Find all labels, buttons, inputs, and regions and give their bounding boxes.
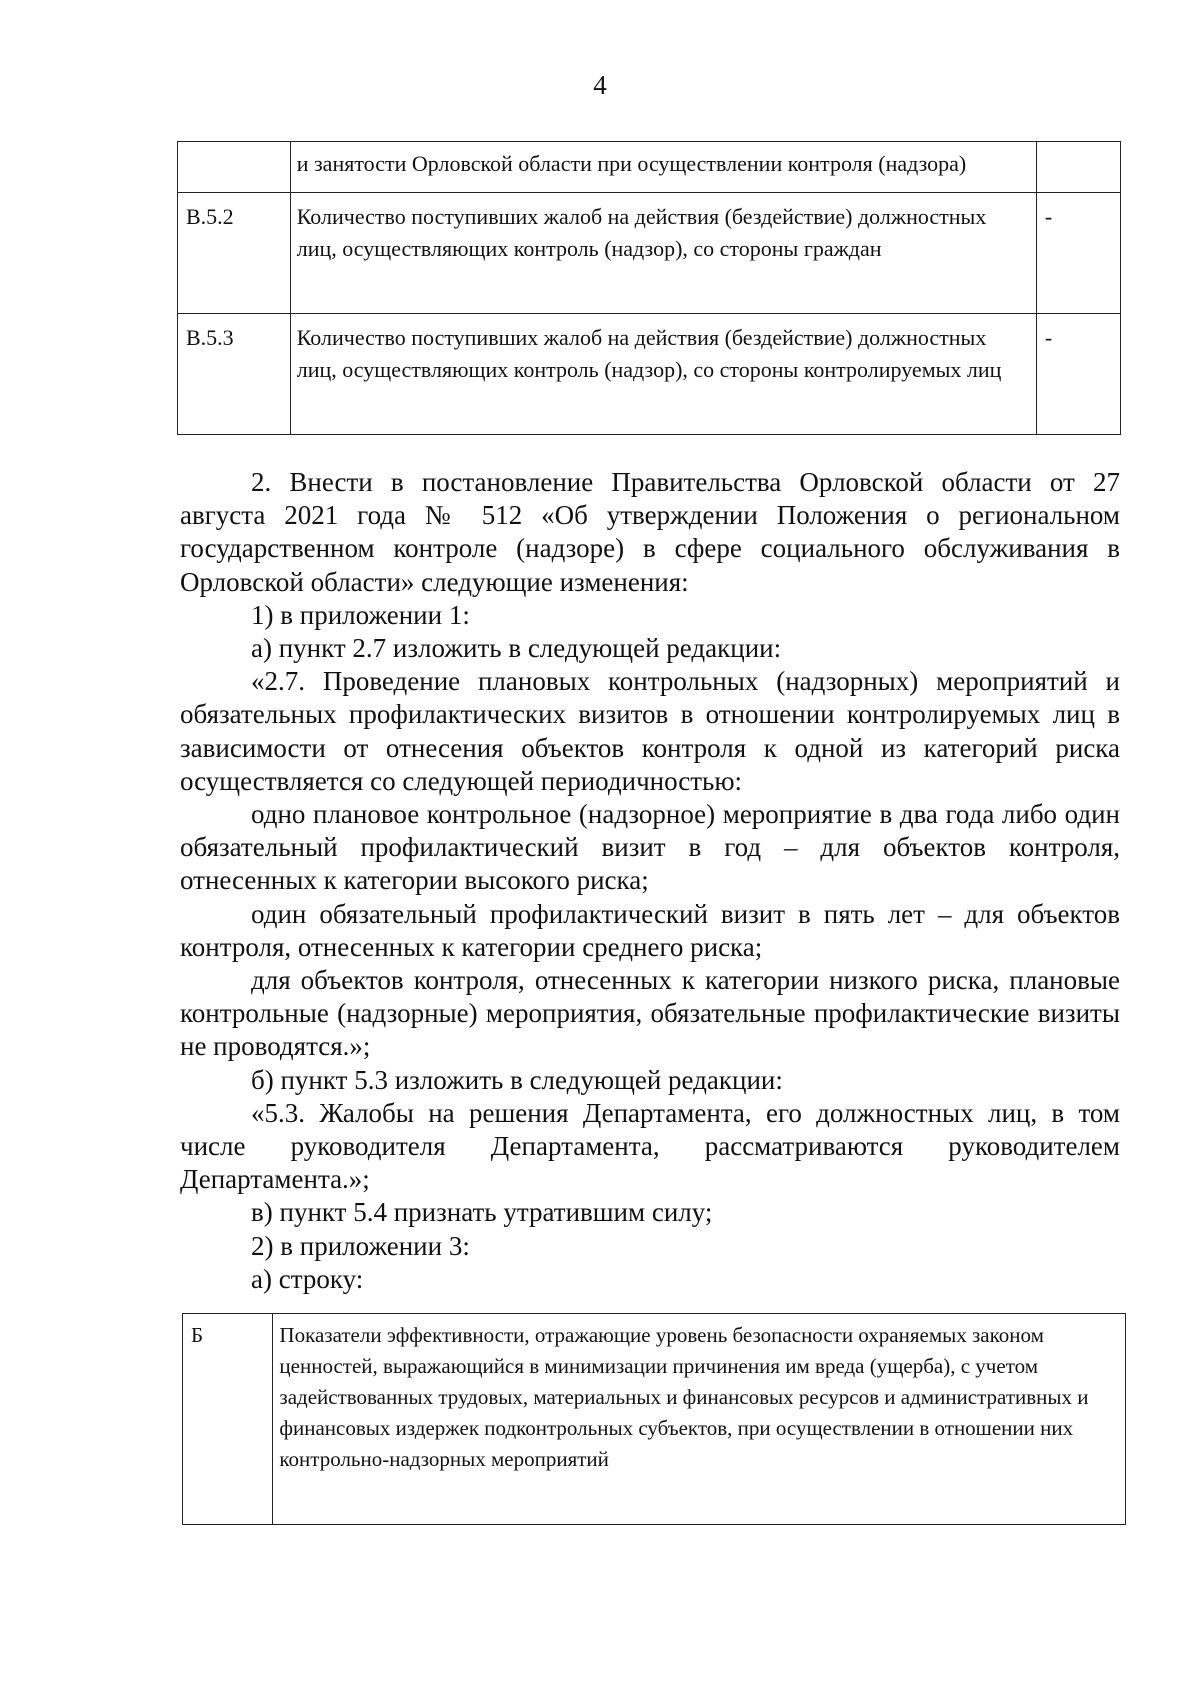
paragraph: а) строку: xyxy=(251,1263,364,1294)
paragraph: 2) в приложении 3: xyxy=(251,1230,470,1261)
indicator-value: - xyxy=(1036,193,1120,314)
paragraph: одно плановое контрольное (надзорное) мероприятие в два года либо один обязательный профилактический визит в год – для объектов контроля, отнесенных к категории высокого риска; xyxy=(180,799,1120,896)
table-row xyxy=(178,193,1121,314)
table-row xyxy=(183,1314,1126,1525)
indicator-text: Показатели эффективности, отражающие уровень безопасности охраняемых законом ценностей, выражающийся в минимизации причинения им вреда (ущерба), с учетом задействованных трудовых, материальных и финансовых ресурсов и административных и финансовых издержек подконтрольных субъектов, при осуществлении в отношении них контрольно-надзорных мероприятий xyxy=(273,1314,1126,1525)
indicator-text: и занятости Орловской области при осуществлении контроля (надзора) xyxy=(290,142,1036,193)
paragraph: один обязательный профилактический визит в пять лет – для объектов контроля, отнесенных к категории среднего риска; xyxy=(180,898,1120,962)
indicator-value xyxy=(1036,142,1120,193)
indicators-table-top xyxy=(177,141,1121,435)
indicators-table-bottom xyxy=(182,1313,1126,1525)
paragraph: «2.7. Проведение плановых контрольных (надзорных) мероприятий и обязательных профилактических визитов в отношении контролируемых лиц в зависимости от отнесения объектов контроля к одной из категорий риска осуществляется со следующей периодичностью: xyxy=(180,666,1120,796)
table-row xyxy=(178,142,1121,193)
indicator-code: Б xyxy=(183,1314,273,1525)
indicator-code: В.5.2 xyxy=(178,193,291,314)
indicator-code xyxy=(178,142,291,193)
paragraph: 1) в приложении 1: xyxy=(251,599,470,630)
indicator-value: - xyxy=(1036,314,1120,435)
table-row xyxy=(178,314,1121,435)
paragraph: 2. Внести в постановление Правительства Орловской области от 27 августа 2021 года № 512 «Об утверждении Положения о региональном государственном контроле (надзоре) в сфере социального обслуживания в Орловской области» следующие изменения: xyxy=(180,467,1120,597)
indicator-text: Количество поступивших жалоб на действия (бездействие) должностных лиц, осуществляющих контроль (надзор), со стороны контролируемых лиц xyxy=(290,314,1036,435)
document-body xyxy=(180,466,1120,1296)
paragraph: «5.3. Жалобы на решения Департамента, его должностных лиц, в том числе руководителя Департамента, рассматриваются руководителем Департамента.»; xyxy=(180,1097,1120,1195)
paragraph: для объектов контроля, отнесенных к категории низкого риска, плановые контрольные (надзорные) мероприятия, обязательные профилактические визиты не проводятся.»; xyxy=(180,965,1120,1062)
indicator-text: Количество поступивших жалоб на действия (бездействие) должностных лиц, осуществляющих контроль (надзор), со стороны граждан xyxy=(290,193,1036,314)
paragraph: в) пункт 5.4 признать утратившим силу; xyxy=(251,1197,713,1228)
page-number: 4 xyxy=(593,70,607,100)
paragraph: а) пункт 2.7 изложить в следующей редакции: xyxy=(251,633,782,664)
paragraph: б) пункт 5.3 изложить в следующей редакции: xyxy=(251,1064,783,1095)
indicator-code: В.5.3 xyxy=(178,314,291,435)
